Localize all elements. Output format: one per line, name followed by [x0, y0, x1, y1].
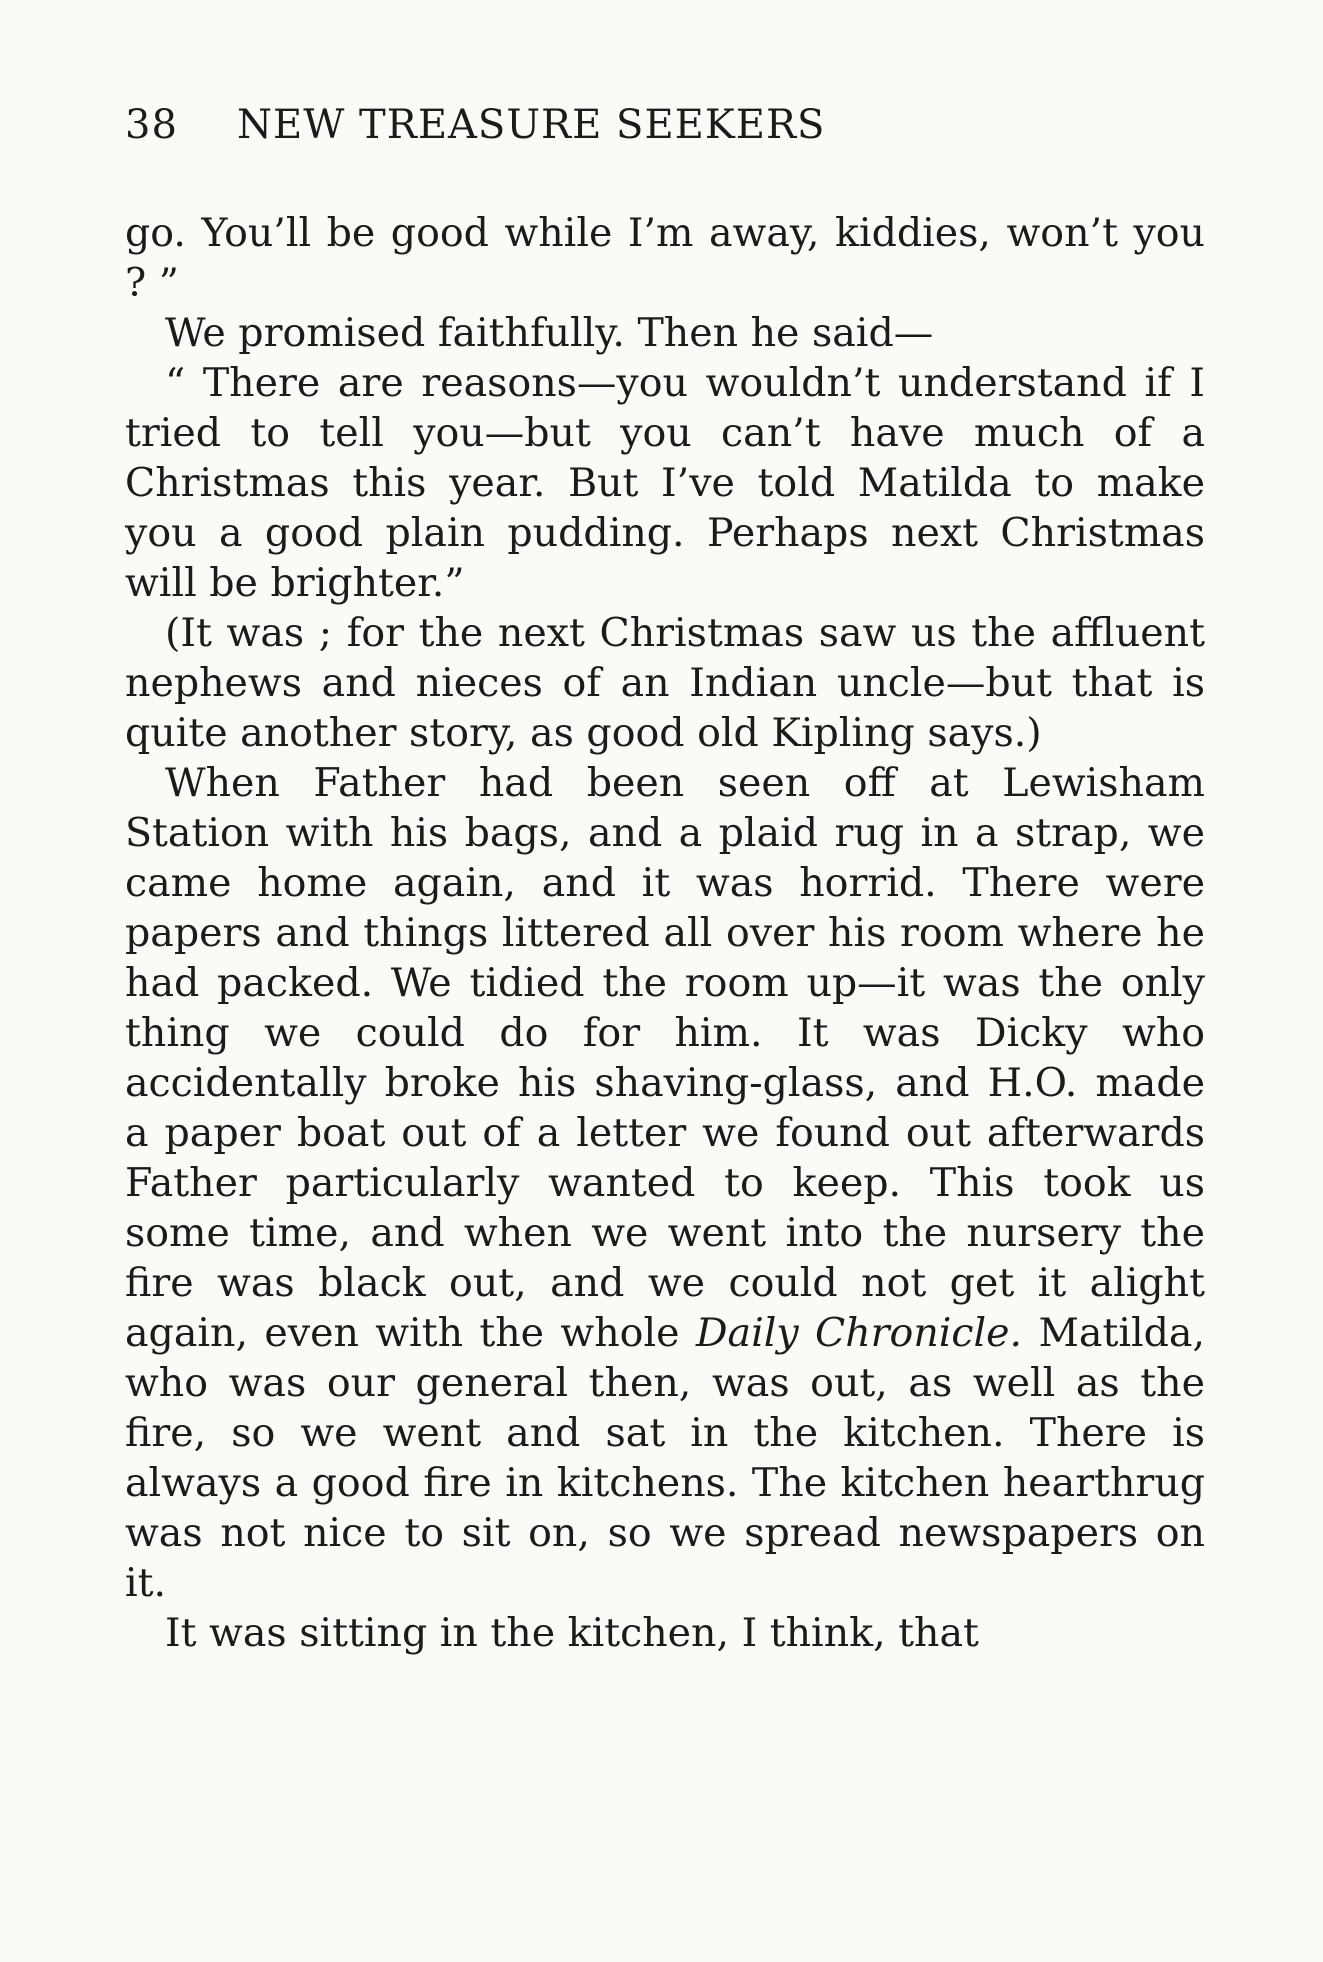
- running-head: [125, 102, 1205, 162]
- paragraph-departure-end: Matilda, who was our general then, was out, as well as the fire, so we went and sat in the kitchen. There is always a good fire in kitchens. The kitchen hearthrug was not nice to sit on, so we spread newspapers on it.: [125, 1310, 1205, 1606]
- body-text: [125, 208, 1205, 1658]
- book-page: [125, 102, 1205, 1658]
- book-title: NEW TREASURE SEEKERS: [237, 102, 826, 148]
- paragraph-kitchen: It was sitting in the kitchen, I think, that: [165, 1610, 979, 1656]
- paragraph-continued: go. You’ll be good while I’m away, kiddies, won’t you ? ”: [125, 210, 1205, 306]
- paragraph-departure: [125, 758, 1205, 1608]
- paragraph-promise: We promised faithfully. Then he said—: [165, 310, 934, 356]
- newspaper-title: Daily Chronicle.: [695, 1310, 1023, 1356]
- paragraph-father-speech: “ There are reasons—you wouldn’t understand if I tried to tell you—but you can’t have much of a Christmas this year. But I’ve told Matilda to make you a good plain pudding. Perhaps next Christmas will be brighter.”: [125, 360, 1205, 606]
- paragraph-departure-text: When Father had been seen off at Lewisham Station with his bags, and a plaid rug in a strap, we came home again, and it was horrid. There were papers and things littered all over his room where he had packed. We tidied the room up—it was the only thing we could do for him. It was Dicky who accidentally broke his shaving-glass, and H.O. made a paper boat out of a letter we found out afterwards Father particularly wanted to keep. This took us some time, and when we went into the nursery the fire was black out, and we could not get it alight again, even with the whole: [125, 760, 1205, 1356]
- paragraph-aside: (It was ; for the next Christmas saw us the affluent nephews and nieces of an Indian uncle—but that is quite another story, as good old Kipling says.): [125, 610, 1205, 756]
- page-number: 38: [125, 102, 178, 148]
